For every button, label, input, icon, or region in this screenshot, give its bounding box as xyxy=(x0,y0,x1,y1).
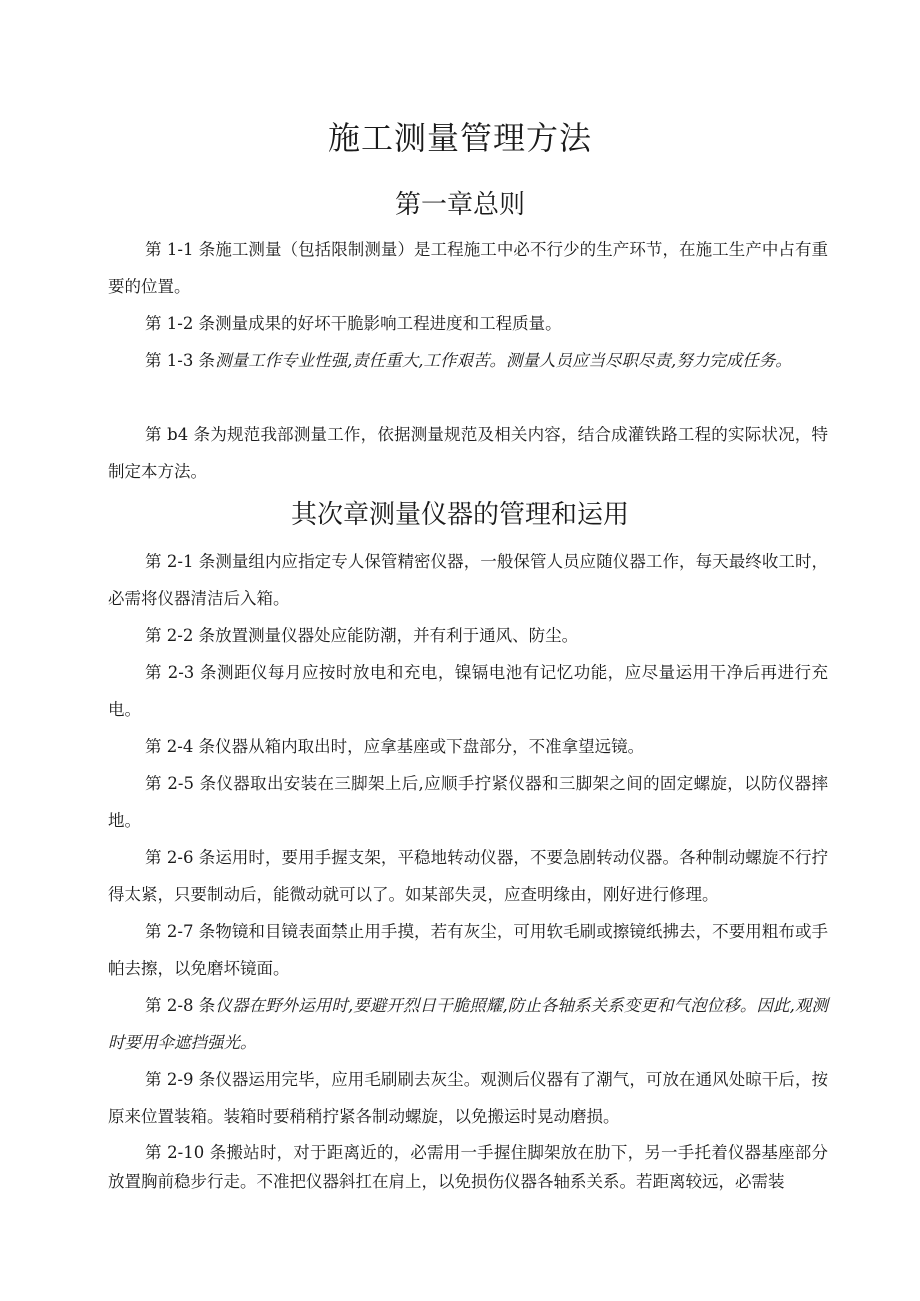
article-label: 第 2-9 条 xyxy=(145,1070,216,1089)
article-2-5 xyxy=(108,765,828,839)
article-label: 第 2-4 条 xyxy=(145,737,216,756)
article-text: 物镜和目镜表面禁止用手摸，若有灰尘，可用软毛刷或擦镜纸拂去，不要用粗布或手帕去擦，以免磨坏镜面。 xyxy=(108,922,829,978)
article-text: 仪器从箱内取出时，应拿基座或下盘部分，不准拿望远镜。 xyxy=(215,737,645,756)
article-2-9 xyxy=(108,1061,828,1135)
article-2-10 xyxy=(108,1138,828,1196)
article-label: 第 2-8 条 xyxy=(145,996,216,1015)
article-text: 仪器运用完毕，应用毛刷刷去灰尘。观测后仪器有了潮气，可放在通风处晾干后，按原来位置装箱。装箱时要稍稍拧紧各制动螺旋，以免搬运时晃动磨损。 xyxy=(108,1070,829,1126)
article-1-1 xyxy=(108,231,828,305)
article-text: 运用时，要用手握支架，平稳地转动仪器，不要急剧转动仪器。各种制动螺旋不行拧得太紧，只要制动后，能微动就可以了。如某部失灵，应查明缘由，刚好进行修理。 xyxy=(108,848,829,904)
article-2-1 xyxy=(108,543,828,617)
article-label: 第 b4 条 xyxy=(145,425,211,444)
article-text: 施工测量（包括限制测量）是工程施工中必不行少的生产环节，在施工生产中占有重要的位置。 xyxy=(108,240,829,296)
chapter-1-title: 第一章总则 xyxy=(394,190,525,220)
article-label: 第 2-3 条 xyxy=(145,663,218,682)
chapter-2-title: 其次章测量仪器的管理和运用 xyxy=(290,500,629,530)
article-2-4 xyxy=(108,728,828,765)
article-text: 仪器取出安装在三脚架上后,应顺手拧紧仪器和三脚架之间的固定螺旋，以防仪器摔地。 xyxy=(108,774,829,830)
document-title: 施工测量管理方法 xyxy=(327,119,592,157)
article-label: 第 2-1 条 xyxy=(145,552,216,571)
article-2-7 xyxy=(108,913,828,987)
article-text: 仪器在野外运用时,要避开烈日干脆照耀,防止各轴系关系变更和气泡位移。因此,观测时要用伞遮挡强光。 xyxy=(108,996,828,1052)
article-label: 第 2-10 条 xyxy=(145,1143,227,1162)
article-label: 第 1-2 条 xyxy=(145,314,216,333)
article-label: 第 1-1 条 xyxy=(145,240,216,259)
article-1-2 xyxy=(108,305,828,342)
article-label: 第 2-7 条 xyxy=(145,922,216,941)
article-2-6 xyxy=(108,839,828,913)
article-text: 为规范我部测量工作，依据测量规范及相关内容，结合成灌铁路工程的实际状况，特制定本方法。 xyxy=(108,425,828,481)
article-label: 第 2-5 条 xyxy=(145,774,217,793)
article-2-8 xyxy=(108,987,828,1061)
article-text: 测量工作专业性强,责任重大,工作艰苦。测量人员应当尽职尽责,努力完成任务。 xyxy=(215,351,792,370)
article-text: 测量组内应指定专人保管精密仪器，一般保管人员应随仪器工作，每天最终收工时，必需将仪器清洁后入箱。 xyxy=(108,552,829,608)
article-text: 搬站时，对于距离近的，必需用一手握住脚架放在肋下，另一手托着仪器基座部分放置胸前稳步行走。不准把仪器斜扛在肩上，以免损伤仪器各轴系关系。若距离较远，必需装 xyxy=(108,1143,829,1191)
article-text: 放置测量仪器处应能防潮，并有利于通风、防尘。 xyxy=(215,626,579,645)
article-1-3 xyxy=(108,342,828,379)
article-2-2 xyxy=(108,617,828,654)
article-text: 测距仪每月应按时放电和充电，镍镉电池有记忆功能，应尽量运用干净后再进行充电。 xyxy=(108,663,829,719)
article-text: 测量成果的好坏干脆影响工程进度和工程质量。 xyxy=(215,314,562,333)
article-label: 第 2-6 条 xyxy=(145,848,216,867)
article-2-3 xyxy=(108,654,828,728)
article-label: 第 1-3 条 xyxy=(145,351,216,370)
article-1-4 xyxy=(108,416,828,490)
article-label: 第 2-2 条 xyxy=(145,626,216,645)
